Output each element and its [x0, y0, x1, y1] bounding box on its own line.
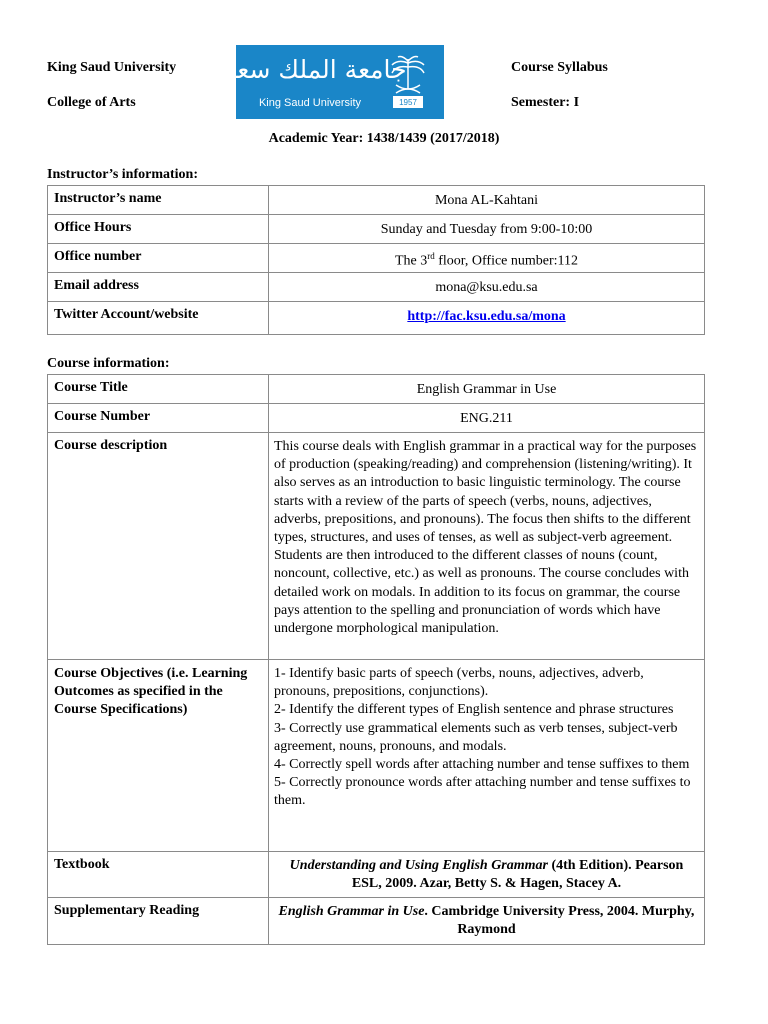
table-row: [48, 375, 705, 404]
objective-item: 3- Correctly use grammatical elements such as verb tenses, subject-verb agreement, nouns, pronouns, and modals.: [274, 720, 678, 754]
table-row: [48, 404, 705, 433]
logo-english-text: King Saud University: [258, 97, 362, 109]
office-hours-value: Sunday and Tuesday from 9:00-10:00: [269, 215, 705, 244]
logo-year: 1957: [399, 98, 417, 107]
course-description-label: Course description: [48, 433, 269, 660]
table-row: [48, 186, 705, 215]
university-logo: [213, 45, 444, 119]
email-label: Email address: [48, 273, 269, 302]
office-number-prefix: The 3: [394, 253, 428, 269]
textbook-value: [269, 852, 705, 898]
website-label: Twitter Account/website: [48, 302, 269, 335]
table-row: [48, 898, 705, 945]
instructor-table: [47, 185, 705, 335]
objective-item: 5- Correctly pronounce words after attaching number and tense suffixes to them.: [274, 775, 691, 809]
instructor-section-title: Instructor’s information:: [47, 167, 198, 182]
course-section-title: Course information:: [47, 356, 170, 371]
college-name: College of Arts: [47, 95, 136, 110]
table-row: [48, 660, 705, 852]
logo-arabic-text: جامعة الملك سعود: [213, 55, 407, 84]
objective-item: 4- Correctly spell words after attaching number and tense suffixes to them: [274, 757, 690, 773]
email-value: mona@ksu.edu.sa: [269, 273, 705, 302]
document-type: Course Syllabus: [511, 60, 608, 75]
course-objectives-value: [269, 660, 705, 852]
table-row: [48, 273, 705, 302]
office-hours-label: Office Hours: [48, 215, 269, 244]
textbook-label: Textbook: [48, 852, 269, 898]
textbook-title: Understanding and Using English Grammar: [289, 858, 548, 873]
supplementary-title: English Grammar in Use: [278, 904, 425, 919]
course-title-value: English Grammar in Use: [269, 375, 705, 404]
office-number-suffix: floor, Office number:112: [434, 253, 579, 269]
academic-year: Academic Year: 1438/1439 (2017/2018): [268, 131, 500, 146]
office-number-value: [269, 244, 705, 273]
website-cell: [269, 302, 705, 335]
supplementary-value: [269, 898, 705, 945]
table-row: [48, 433, 705, 660]
instructor-name-label: Instructor’s name: [48, 186, 269, 215]
table-row: [48, 215, 705, 244]
table-row: [48, 244, 705, 273]
textbook-details: (4th Edition). Pearson ESL, 2009. Azar, Betty S. & Hagen, Stacey A.: [351, 858, 684, 891]
supplementary-label: Supplementary Reading: [48, 898, 269, 945]
table-row: [48, 852, 705, 898]
course-title-label: Course Title: [48, 375, 269, 404]
objective-item: 1- Identify basic parts of speech (verbs, nouns, adjectives, adverb, pronouns, prepositions, conjunctions).: [274, 666, 644, 700]
office-number-label: Office number: [48, 244, 269, 273]
website-link[interactable]: http://fac.ksu.edu.sa/mona: [407, 309, 566, 324]
instructor-name-value: Mona AL-Kahtani: [269, 186, 705, 215]
course-table: [47, 374, 705, 945]
office-number-ordinal: rd: [427, 251, 435, 261]
table-row: [48, 302, 705, 335]
supplementary-details: . Cambridge University Press, 2004. Murphy, Raymond: [424, 904, 695, 937]
university-name: King Saud University: [47, 60, 177, 75]
course-description-value: This course deals with English grammar in a practical way for the purposes of production (speaking/reading) and comprehension (listening/writing). It also serves as an introduction to basic linguistic terminology. The course starts with a review of the parts of speech (verbs, nouns, adjectives, adverbs, prepositions, and pronouns). The focus then shifts to the different types, structures, and uses of tenses, as well as subject-verb agreement. Students are then introduced to the different classes of nouns (count, noncount, collective, etc.) as well as pronouns. The course concludes with detailed work on modals. In addition to its focus on grammar, the course pays attention to the spelling and pronunciation of words which have undergone morphological manipulation.: [269, 433, 705, 660]
course-objectives-label: Course Objectives (i.e. Learning Outcomes as specified in the Course Specifications): [48, 660, 269, 852]
semester: Semester: I: [511, 95, 580, 110]
course-number-label: Course Number: [48, 404, 269, 433]
course-number-value: ENG.211: [269, 404, 705, 433]
objective-item: 2- Identify the different types of English sentence and phrase structures: [274, 702, 674, 718]
